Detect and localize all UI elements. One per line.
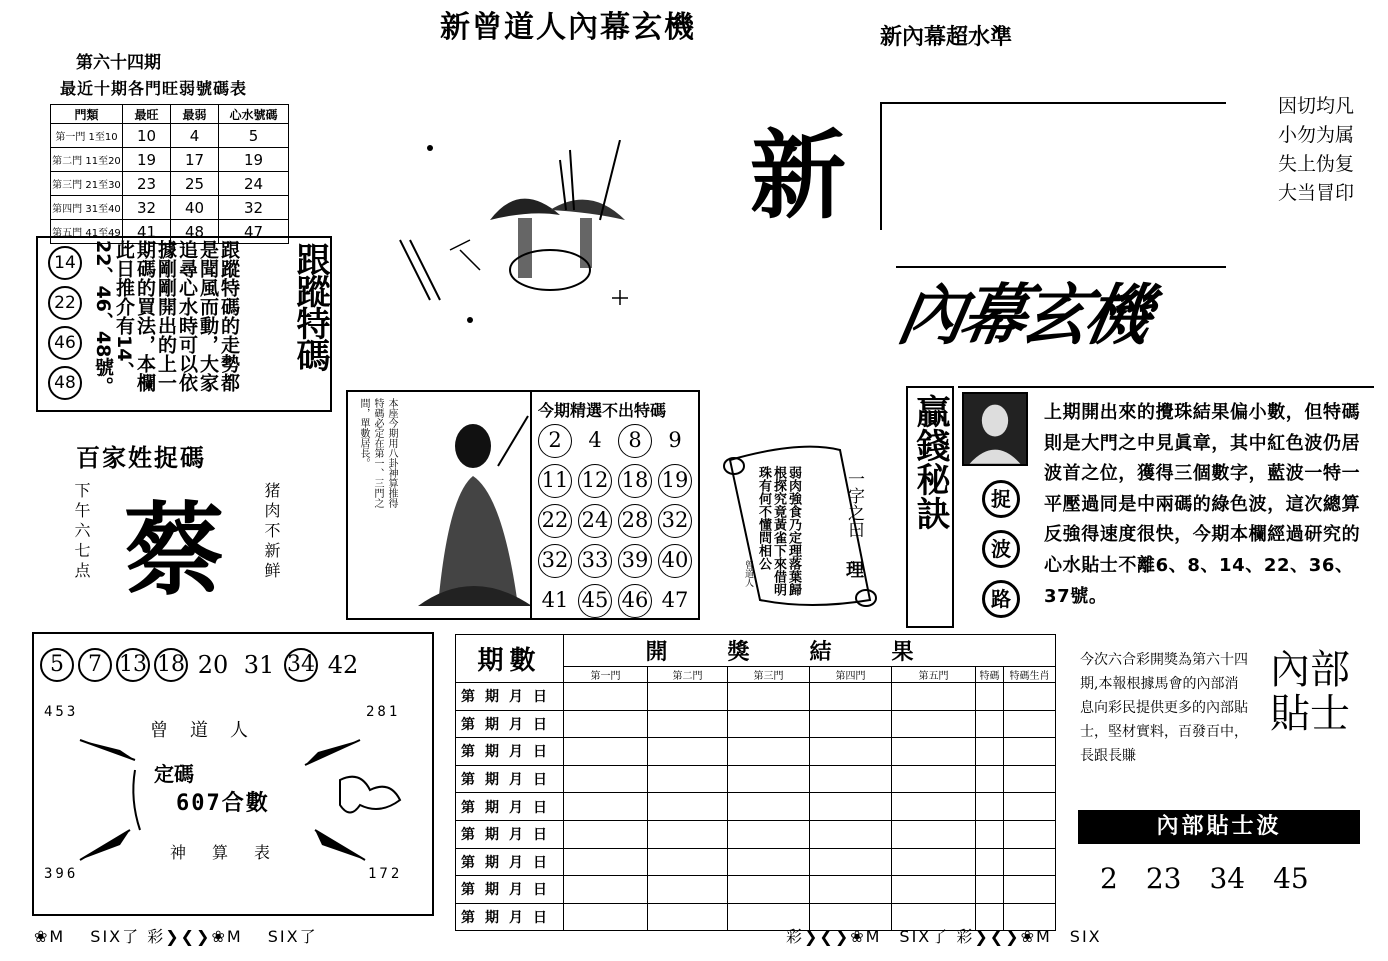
door-hot: 10 <box>123 124 171 148</box>
results-cell[interactable] <box>648 876 728 904</box>
results-cell[interactable] <box>1004 683 1056 711</box>
door-pick: 24 <box>219 172 289 196</box>
riddle-title: 百家姓捉碼 <box>76 444 206 472</box>
results-cell[interactable] <box>1004 876 1056 904</box>
door-hot: 19 <box>123 148 171 172</box>
door-cold: 48 <box>171 220 219 244</box>
scroll-signature: 曾道人 <box>743 560 753 587</box>
follow-text: 跟蹤特碼的走勢都是聞風而動，大家追尋心水時可以依據剛剛開出的上一期碼的買法，本欄此日推介有14、22、46、48號。 <box>92 240 240 396</box>
results-cell[interactable] <box>564 710 648 738</box>
results-issue-header: 期數 <box>456 635 564 683</box>
results-cell[interactable] <box>1004 820 1056 848</box>
results-row-label: 第期月日 <box>456 793 564 821</box>
door-pick: 19 <box>219 148 289 172</box>
results-cell[interactable] <box>976 876 1004 904</box>
door-table-header-row <box>51 105 289 124</box>
results-cell[interactable] <box>892 683 976 711</box>
results-cell[interactable] <box>564 876 648 904</box>
secret-text: 上期開出來的攪珠結果偏小數，但特碼則是大門之中見眞章，其中紅色波仍居波首之位，獲得三個數字，藍波一特一平壓過同是中兩碼的綠色波，這次總算反強得速度很快，今期本欄經過研究的心水貼士不離6、8、14、22、36、37號。 <box>1044 402 1361 607</box>
pick-number: 9 <box>668 428 682 452</box>
results-cell[interactable] <box>648 683 728 711</box>
results-cell[interactable] <box>728 683 810 711</box>
results-cell[interactable] <box>1004 710 1056 738</box>
results-row-label: 第期月日 <box>456 738 564 766</box>
pick-number: 46 <box>618 584 652 618</box>
door-header: 最旺 <box>123 105 171 124</box>
door-pick: 47 <box>219 220 289 244</box>
door-hot: 23 <box>123 172 171 196</box>
fixed-code-author: 曾道人 <box>150 720 270 741</box>
results-cell[interactable] <box>648 738 728 766</box>
results-cell[interactable] <box>810 710 892 738</box>
results-cell[interactable] <box>976 683 1004 711</box>
tips-text: 今次六合彩開獎為第六十四期,本報根據馬會的內部消息向彩民提供更多的內部貼士，堅材實料，百發百中，長跟長賺 <box>1080 652 1248 764</box>
scroll-text: 弱肉強食乃定理落葉歸根探究竟黃雀下來借明珠有何不懂問相公 <box>756 466 801 596</box>
secret-title: 贏錢秘訣 <box>910 394 950 530</box>
pick-number: 39 <box>618 544 652 578</box>
wave-char: 捉 <box>982 480 1020 518</box>
results-cell[interactable] <box>1004 738 1056 766</box>
avatar <box>962 392 1028 466</box>
fixed-code-number: 42 <box>327 651 359 679</box>
tips-numbers <box>1100 862 1309 895</box>
results-cell[interactable] <box>564 848 648 876</box>
wave-char: 路 <box>982 580 1020 618</box>
door-label: 第四門 31至40 <box>51 196 123 220</box>
pick-number: 24 <box>578 504 612 538</box>
door-pick: 5 <box>219 124 289 148</box>
logo-rule <box>880 102 1226 104</box>
results-cell[interactable] <box>892 738 976 766</box>
number-ball: 14 <box>48 246 82 280</box>
follow-title: 跟蹤特碼 <box>290 242 330 370</box>
tip-number: 23 <box>1145 862 1182 895</box>
guru-figure-illustration <box>418 406 532 616</box>
tip-number: 34 <box>1209 862 1246 895</box>
results-cell[interactable] <box>728 738 810 766</box>
corner-number: 453 <box>44 704 79 720</box>
fixed-code-number: 7 <box>78 648 112 682</box>
fixed-code-number: 5 <box>40 648 74 682</box>
riddle-left-clue: 下午六七点 <box>72 482 91 582</box>
door-hot: 41 <box>123 220 171 244</box>
secret-rule <box>958 386 1374 388</box>
number-ball: 22 <box>48 286 82 320</box>
results-cell[interactable] <box>892 820 976 848</box>
riddle-right-clue: 猪肉不新鲜 <box>262 482 281 582</box>
door-header: 心水號碼 <box>219 105 289 124</box>
pick-number: 12 <box>578 464 612 498</box>
pick-number: 18 <box>618 464 652 498</box>
results-cell[interactable] <box>564 903 648 931</box>
results-row-label: 第期月日 <box>456 876 564 904</box>
table-row <box>51 148 289 172</box>
table-row <box>456 820 1056 848</box>
pick-number: 32 <box>658 504 692 538</box>
fixed-code-sum: 607合數 <box>176 791 270 816</box>
sub-title: 新內幕超水準 <box>880 25 1013 50</box>
results-cell[interactable] <box>648 765 728 793</box>
results-column-header: 第五門 <box>892 667 976 683</box>
follow-special-box <box>36 236 332 412</box>
poem-line: 失上伪复 <box>1278 153 1355 175</box>
pick-number: 22 <box>538 504 572 538</box>
results-cell[interactable] <box>810 848 892 876</box>
results-cell[interactable] <box>564 820 648 848</box>
door-hot: 32 <box>123 196 171 220</box>
table-row <box>51 172 289 196</box>
pick-number: 11 <box>538 464 572 498</box>
corner-number: 172 <box>368 866 403 882</box>
results-cell[interactable] <box>564 765 648 793</box>
results-column-header: 特碼生肖 <box>1004 667 1056 683</box>
table-row <box>456 738 1056 766</box>
results-cell[interactable] <box>976 848 1004 876</box>
issue-label: 第六十四期 <box>76 53 161 73</box>
footer-watermark: ❀M SIX了 彩❯❮❯❀M SIX了 <box>34 927 318 946</box>
results-cell[interactable] <box>1004 765 1056 793</box>
results-row-label: 第期月日 <box>456 848 564 876</box>
door-pick: 32 <box>219 196 289 220</box>
results-column-header: 特碼 <box>976 667 1004 683</box>
results-cell[interactable] <box>892 765 976 793</box>
results-cell[interactable] <box>976 820 1004 848</box>
logo-rule-vertical <box>880 102 882 230</box>
table-row <box>456 710 1056 738</box>
results-row-label: 第期月日 <box>456 765 564 793</box>
results-cell[interactable] <box>976 793 1004 821</box>
results-cell[interactable] <box>728 848 810 876</box>
number-ball: 48 <box>48 366 82 400</box>
pick-number: 47 <box>661 588 689 612</box>
fixed-code-number: 31 <box>243 651 275 679</box>
results-cell[interactable] <box>976 710 1004 738</box>
wave-column <box>982 480 1020 618</box>
results-column-header: 第二門 <box>648 667 728 683</box>
results-row-label: 第期月日 <box>456 903 564 931</box>
fixed-code-label: 定碼 <box>154 762 194 786</box>
results-cell[interactable] <box>810 683 892 711</box>
door-cold: 25 <box>171 172 219 196</box>
fixed-code-number: 13 <box>116 648 150 682</box>
results-cell[interactable] <box>892 793 976 821</box>
pick-number: 8 <box>618 424 652 458</box>
results-table <box>455 634 1056 931</box>
results-header-row <box>456 635 1056 667</box>
pick-number: 45 <box>578 584 612 618</box>
results-cell[interactable] <box>810 876 892 904</box>
results-cell[interactable] <box>648 710 728 738</box>
guru-title: 今期精選不出特碼 <box>538 401 667 420</box>
pick-number: 41 <box>541 588 569 612</box>
door-label: 第五門 41至49 <box>51 220 123 244</box>
table-row <box>51 124 289 148</box>
fixed-code-number: 20 <box>197 651 229 679</box>
results-cell[interactable] <box>976 738 1004 766</box>
logo-xin: 新 <box>750 119 846 232</box>
results-cell[interactable] <box>1004 848 1056 876</box>
footer-watermark: 彩❯❮❯❀M SIX了 彩❯❮❯❀M SIX <box>786 927 1102 946</box>
results-cell[interactable] <box>810 765 892 793</box>
results-column-header: 第四門 <box>810 667 892 683</box>
tips-calligraphy: 內部貼士 <box>1270 647 1350 737</box>
guru-number-grid <box>538 424 696 618</box>
door-cold: 40 <box>171 196 219 220</box>
results-column-header: 第一門 <box>564 667 648 683</box>
pick-number: 33 <box>578 544 612 578</box>
results-row-label: 第期月日 <box>456 710 564 738</box>
door-header: 門類 <box>51 105 123 124</box>
pick-number: 2 <box>538 424 572 458</box>
tip-number: 45 <box>1273 862 1309 895</box>
results-cell[interactable] <box>1004 793 1056 821</box>
results-cell[interactable] <box>728 793 810 821</box>
table-row <box>51 196 289 220</box>
door-table-caption: 最近十期各門旺弱號碼表 <box>60 79 248 98</box>
fixed-code-numbers <box>40 648 364 682</box>
results-cell[interactable] <box>728 710 810 738</box>
results-cell[interactable] <box>564 738 648 766</box>
results-cell[interactable] <box>648 903 728 931</box>
results-cell[interactable] <box>810 793 892 821</box>
door-cold: 17 <box>171 148 219 172</box>
results-cell[interactable] <box>564 793 648 821</box>
scroll-zi: 一字之曰 <box>844 470 864 538</box>
pick-number: 32 <box>538 544 572 578</box>
door-label: 第二門 11至20 <box>51 148 123 172</box>
poem-line: 因切均凡 <box>1278 95 1355 117</box>
results-row-label: 第期月日 <box>456 683 564 711</box>
results-row-label: 第期月日 <box>456 820 564 848</box>
main-title: 新曾道人內幕玄機 <box>440 10 696 45</box>
table-row <box>456 793 1056 821</box>
door-label: 第三門 21至30 <box>51 172 123 196</box>
pick-number: 19 <box>658 464 692 498</box>
logo-neimu: 內幕玄機 <box>892 277 1154 354</box>
pick-number: 40 <box>658 544 692 578</box>
guru-divider <box>530 392 532 618</box>
corner-number: 281 <box>366 704 401 720</box>
results-cell[interactable] <box>728 820 810 848</box>
results-column-header: 第三門 <box>728 667 810 683</box>
follow-balls <box>48 246 82 400</box>
results-cell[interactable] <box>810 738 892 766</box>
pick-number: 28 <box>618 504 652 538</box>
results-cell[interactable] <box>892 876 976 904</box>
door-table <box>50 104 289 244</box>
results-cell[interactable] <box>648 793 728 821</box>
door-header: 最弱 <box>171 105 219 124</box>
fixed-code-footer: 神算表 <box>170 843 297 862</box>
table-row <box>456 848 1056 876</box>
table-row <box>456 683 1056 711</box>
poem-line: 小勿为属 <box>1278 124 1355 146</box>
mushroom-frog-illustration <box>390 140 650 360</box>
results-cell[interactable] <box>810 820 892 848</box>
results-cell[interactable] <box>976 765 1004 793</box>
poem <box>1278 92 1354 208</box>
tips-banner: 內部貼士波 <box>1078 810 1360 844</box>
guru-text: 本座今期用八卦神算推得特碼必定在第一、三門之間，單數居長。 <box>358 398 397 508</box>
results-title: 開獎結果 <box>564 635 1056 667</box>
table-row <box>456 765 1056 793</box>
door-label: 第一門 1至10 <box>51 124 123 148</box>
results-cell[interactable] <box>648 820 728 848</box>
tip-number: 2 <box>1100 862 1118 895</box>
table-row <box>456 876 1056 904</box>
results-cell[interactable] <box>728 876 810 904</box>
wave-char: 波 <box>982 530 1020 568</box>
fixed-code-number: 34 <box>284 648 318 682</box>
scroll-li: 理 <box>846 560 864 581</box>
results-cell[interactable] <box>892 848 976 876</box>
corner-number: 396 <box>44 866 79 882</box>
results-cell[interactable] <box>648 848 728 876</box>
door-cold: 4 <box>171 124 219 148</box>
number-ball: 46 <box>48 326 82 360</box>
results-cell[interactable] <box>728 765 810 793</box>
results-cell[interactable] <box>564 683 648 711</box>
fixed-code-number: 18 <box>154 648 188 682</box>
results-cell[interactable] <box>892 710 976 738</box>
results-body <box>456 683 1056 931</box>
pick-number: 4 <box>588 428 602 452</box>
poem-line: 大当冒印 <box>1278 182 1355 204</box>
riddle-surname: 蔡 <box>124 492 224 609</box>
